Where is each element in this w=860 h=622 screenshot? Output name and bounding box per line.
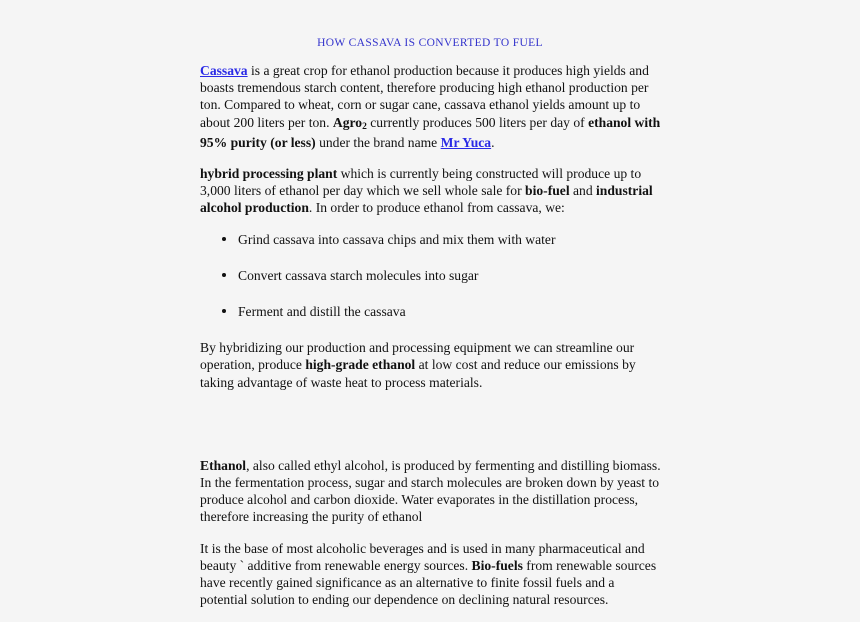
section-spacer xyxy=(200,405,662,457)
paragraph2-text-part3: . In order to produce ethanol from cassava, we: xyxy=(308,200,565,216)
paragraph-ethanol-definition xyxy=(200,457,662,526)
bullet-icon xyxy=(222,309,226,313)
paragraph1-text-part3: under the brand name xyxy=(315,134,441,150)
biofuels-emphasis: Bio-fuels xyxy=(471,557,523,573)
paragraph5-text-part1: It is the base of most alcoholic beverages and is used in many pharmaceutical and beauty ` additive from renewable energy sources. xyxy=(200,540,645,573)
list-item-label: Ferment and distill the cassava xyxy=(238,304,406,320)
paragraph2-text-part1: which is currently being constructed will produce up to 3,000 liters of ethanol per day which we sell whole sale for xyxy=(200,166,642,199)
list-item xyxy=(200,231,662,248)
hybrid-plant-emphasis: hybrid processing plant xyxy=(200,166,338,182)
mr-yuca-link[interactable]: Mr Yuca xyxy=(440,134,492,150)
paragraph1-text-part1: is a great crop for ethanol production because it produces high yields and boasts tremendous starch content, therefore producing high ethanol production per ton. Compared to wheat, corn or sugar cane, cassava ethanol yields amount up to about 200 liters per ton. xyxy=(200,63,649,130)
list-item xyxy=(200,267,662,284)
paragraph1-text-part2: currently produces 500 liters per day of xyxy=(366,114,589,130)
list-item-label: Convert cassava starch molecules into sugar xyxy=(238,267,479,283)
list-item-label: Grind cassava into cassava chips and mix them with water xyxy=(238,231,556,247)
cassava-link[interactable]: Cassava xyxy=(200,63,248,78)
paragraph-hybrid-plant xyxy=(200,165,662,217)
paragraph5-text-part2: from renewable sources have recently gained significance as an alternative to finite fossil fuels and a potential solution to ending our dependence on declining natural resources. xyxy=(200,557,657,608)
ethanol-purity-emphasis: ethanol with 95% purity (or less) xyxy=(200,114,661,150)
industrial-alcohol-emphasis: industrial alcohol production xyxy=(200,183,653,216)
biofuel-emphasis: bio-fuel xyxy=(525,183,570,199)
paragraph3-text-part2: at low cost and reduce our emissions by taking advantage of waste heat to process materials. xyxy=(200,357,636,390)
bullet-icon xyxy=(222,273,226,277)
page-title: HOW CASSAVA IS CONVERTED TO FUEL xyxy=(317,37,543,49)
document-body xyxy=(200,62,662,622)
paragraph4-text-part1: , also called ethyl alcohol, is produced by fermenting and distilling biomass. In the fermentation process, sugar and starch molecules are broken down by yeast to produce alcohol and carbon dioxide. Water evaporates in the distillation process, therefore increasing the purity of ethanol xyxy=(200,457,661,525)
paragraph1-text-part4: . xyxy=(491,134,495,150)
bullet-icon xyxy=(222,237,226,241)
paragraph-cassava-intro xyxy=(200,62,662,151)
agro-brand-label: Agro xyxy=(332,114,363,130)
paragraph3-text-part1: By hybridizing our production and processing equipment we can streamline our operation, produce xyxy=(200,340,635,373)
ethanol-term-emphasis: Ethanol xyxy=(200,457,247,473)
process-steps-list xyxy=(200,231,662,321)
process-steps-wrapper xyxy=(200,231,662,321)
paragraph-hybridizing xyxy=(200,339,662,391)
agro-subscript: 2 xyxy=(362,122,367,133)
list-item xyxy=(200,303,662,320)
high-grade-ethanol-emphasis: high-grade ethanol xyxy=(305,357,416,373)
paragraph2-text-part2: and xyxy=(569,183,597,199)
paragraph-biofuels-uses xyxy=(200,540,662,609)
